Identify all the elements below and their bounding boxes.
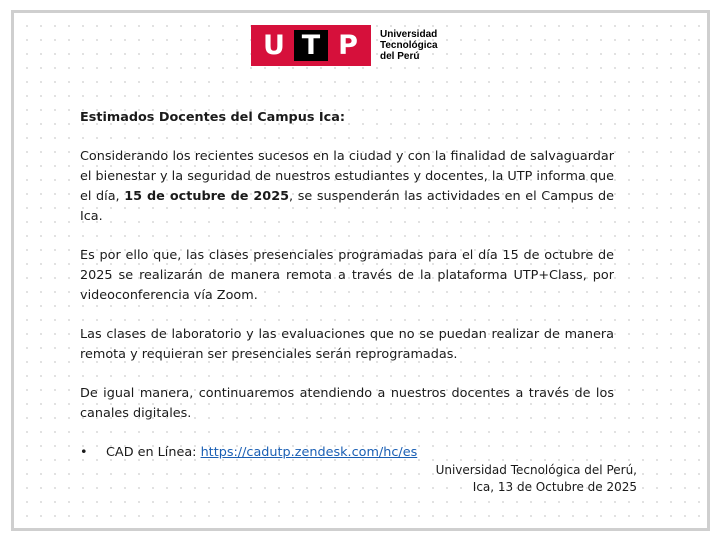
greeting: Estimados Docentes del Campus Ica: — [80, 110, 345, 125]
logo-mark — [251, 25, 371, 66]
signature-institution: Universidad Tecnológica del Perú, — [435, 463, 637, 477]
logo-line-3: del Perú — [380, 51, 420, 62]
paragraph-suspension-end: , se suspenderán las actividades en el Campus de Ica. — [80, 189, 615, 224]
letter-body — [80, 108, 614, 463]
logo-wordmark — [380, 29, 438, 62]
paragraph-suspension-start: Considerando los recientes sucesos en la ciudad y con la finalidad de salvaguardar el bienestar y la seguridad de nuestros estudiantes y docentes, la UTP informa que el día, — [80, 149, 614, 204]
bullet-icon: • — [80, 445, 88, 460]
list-item — [80, 443, 614, 463]
logo-line-2: Tecnológica — [380, 40, 438, 51]
cad-label: CAD en Línea: — [106, 445, 201, 460]
paragraph-digital-channels: De igual manera, continuaremos atendiendo a nuestros docentes a través de los canales digitales. — [80, 386, 614, 421]
utp-logo — [251, 25, 438, 66]
logo-line-1: Universidad — [380, 29, 438, 40]
logo-letter-t: T — [294, 30, 328, 61]
signature — [436, 462, 637, 496]
paragraph-lab-classes: Las clases de laboratorio y las evaluaciones que no se puedan realizar de manera remota y requieran ser presenciales serán reprogramadas. — [80, 327, 614, 362]
cad-link[interactable]: https://cadutp.zendesk.com/hc/es — [200, 445, 418, 460]
suspension-date: 15 de octubre de 2025 — [124, 189, 290, 204]
logo-letter-u: U — [263, 30, 285, 61]
logo-letter-p: P — [338, 30, 358, 61]
paragraph-suspension — [80, 147, 614, 227]
paragraph-remote-classes: Es por ello que, las clases presenciales programadas para el día 15 de octubre de 2025 se realizarán de manera remota a través de la plataforma UTP+Class, por videoconferencia vía Zoom. — [80, 248, 614, 303]
signature-date: Ica, 13 de Octubre de 2025 — [472, 480, 637, 494]
cad-line — [106, 443, 417, 463]
